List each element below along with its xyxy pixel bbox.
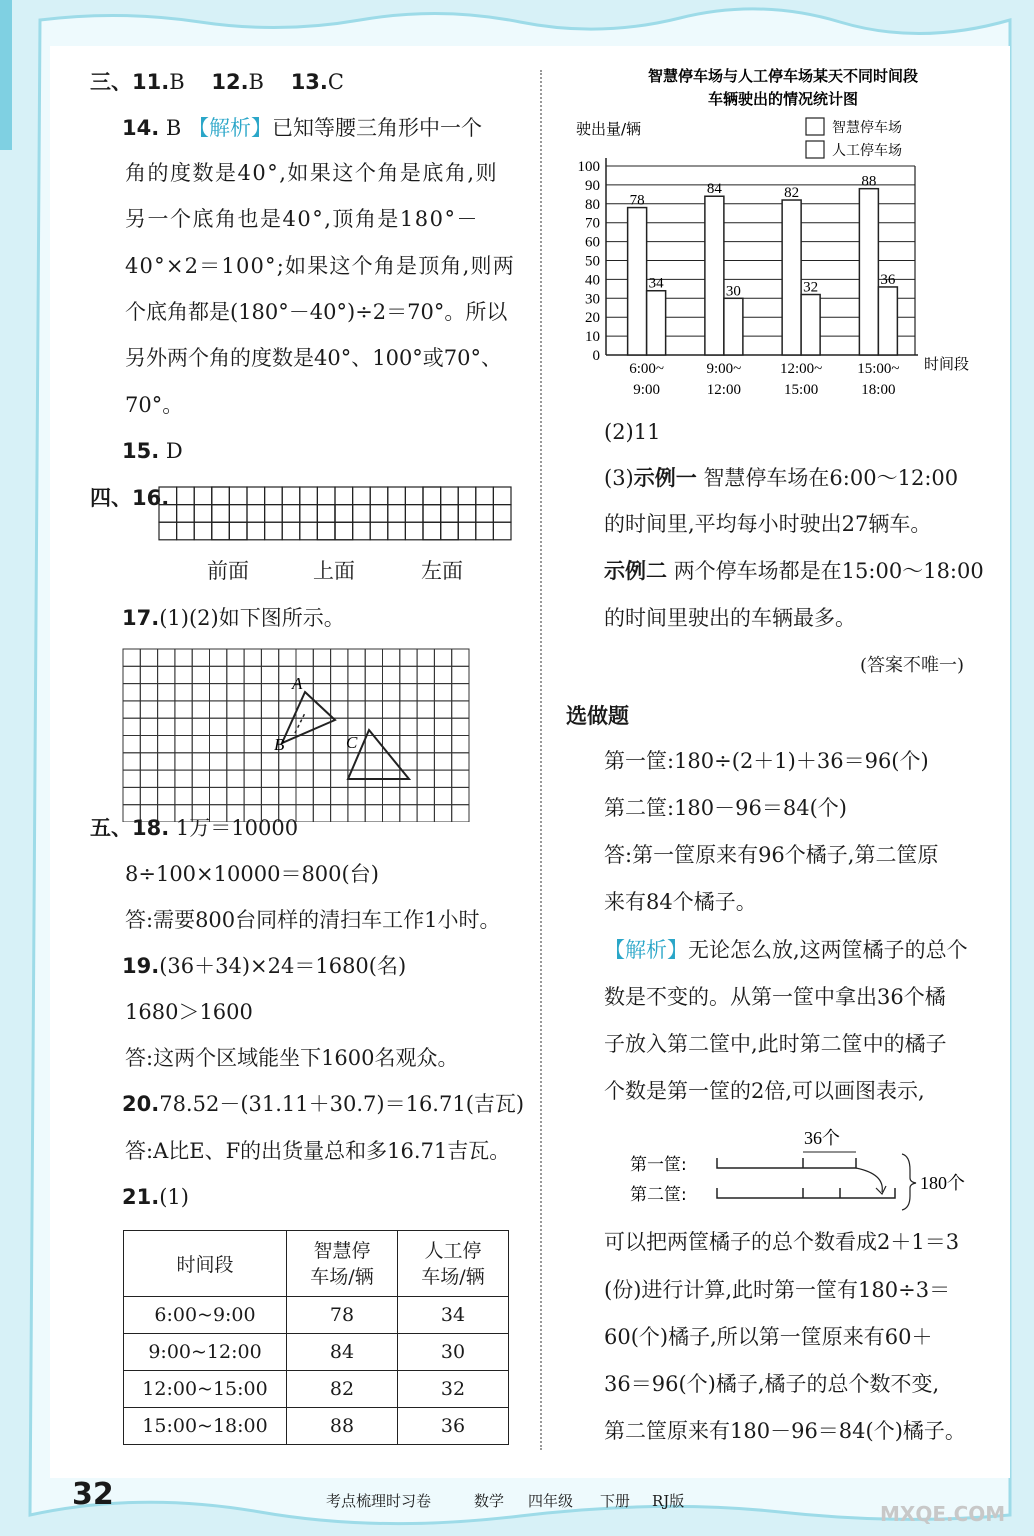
table-row: 12:00~15:00 82 32 — [124, 1371, 509, 1408]
y-tick-label: 10 — [585, 329, 600, 346]
bar-smart — [782, 200, 801, 355]
q21-3-line1: (3)示例一 智慧停车场在6:00～12:00 — [604, 466, 959, 490]
bar-smart — [859, 189, 878, 355]
opt-explain9: 第二筐原来有180－96＝84(个)橘子。 — [604, 1419, 966, 1443]
q14-line6: 另外两个角的度数是40°、100°或70°、 — [125, 346, 503, 370]
page-number: 32 — [72, 1477, 114, 1512]
x-tick-label: 15:00~ — [857, 361, 900, 377]
diagram-row1-label: 第一筐: — [630, 1155, 687, 1175]
q20-line2: 答:A比E、F的出货量总和多16.71吉瓦。 — [125, 1139, 511, 1163]
section-3-line: 三、11.B 12.B 13.C — [90, 70, 344, 94]
y-tick-label: 80 — [585, 196, 600, 213]
bar-value-label: 82 — [784, 185, 800, 202]
q21-table — [123, 1230, 509, 1445]
footer-edition: RJ版 — [652, 1492, 685, 1510]
opt-explain5: 可以把两筐橘子的总个数看成2＋1＝3 — [604, 1230, 960, 1254]
y-tick-label: 50 — [585, 253, 600, 270]
opt-explain6: (份)进行计算,此时第一筐有180÷3＝ — [604, 1278, 951, 1302]
bar-value-label: 32 — [803, 279, 819, 296]
bar-manual — [647, 291, 666, 355]
bar-smart — [628, 208, 647, 355]
point-c-label: C — [346, 733, 358, 752]
opt-explain1: 【解析】无论怎么放,这两筐橘子的总个 — [604, 938, 968, 962]
q21-3-line3: 示例二 两个停车场都是在15:00～18:00 — [604, 559, 984, 583]
q14-line4: 40°×2＝100°;如果这个角是顶角,则两 — [125, 254, 515, 278]
legend-swatch-smart — [806, 118, 824, 135]
footer-book: 考点梳理时习卷 — [326, 1492, 432, 1510]
column-divider — [540, 70, 542, 1450]
footer-grade: 四年级 — [528, 1492, 574, 1510]
y-tick-label: 20 — [585, 310, 600, 327]
y-tick-label: 40 — [585, 272, 600, 289]
q19-line1: 19.(36＋34)×24＝1680(名) — [122, 954, 407, 978]
q17-grid-figure — [122, 648, 472, 822]
chart-xlabel: 时间段 — [924, 355, 970, 373]
x-tick-label: 15:00 — [784, 382, 819, 398]
table-row: 15:00~18:00 88 36 — [124, 1408, 509, 1445]
q18-line2: 8÷100×10000＝800(台) — [125, 862, 379, 886]
table-row: 9:00~12:00 84 30 — [124, 1334, 509, 1371]
opt-line1: 第一筐:180÷(2＋1)＋36＝96(个) — [604, 749, 929, 773]
q14-line3: 另一个底角也是40°,顶角是180°－ — [125, 207, 479, 231]
optional-title: 选做题 — [566, 704, 629, 728]
y-tick-label: 30 — [585, 291, 600, 308]
x-tick-label: 9:00 — [633, 382, 660, 398]
opt-line2: 第二筐:180－96＝84(个) — [604, 796, 847, 820]
bar-smart — [705, 196, 724, 355]
point-a-label: A — [292, 674, 303, 693]
q16-label-top: 上面 — [313, 559, 355, 583]
q19-line2: 1680＞1600 — [125, 1000, 253, 1024]
legend-swatch-manual — [806, 141, 824, 158]
answer-not-unique-note: (答案不唯一) — [860, 655, 965, 676]
opt-explain8: 36＝96(个)橘子,橘子的总个数不变, — [604, 1372, 940, 1396]
bar-manual — [724, 298, 743, 355]
x-tick-label: 6:00~ — [629, 361, 665, 377]
q15-line: 15. D — [122, 439, 183, 463]
bar-value-label: 88 — [861, 173, 877, 190]
q21-line: 21.(1) — [122, 1185, 189, 1209]
q14-line5: 个底角都是(180°－40°)÷2＝70°。所以 — [125, 300, 508, 324]
header-manual: 人工停 车场/辆 — [398, 1231, 509, 1297]
q21-2-answer: (2)11 — [604, 420, 661, 444]
bar-chart — [570, 58, 1000, 408]
q21-3-line4: 的时间里驶出的车辆最多。 — [604, 606, 856, 630]
footer-volume: 下册 — [600, 1492, 631, 1510]
x-tick-label: 12:00 — [706, 382, 741, 398]
opt-explain3: 子放入第二筐中,此时第二筐中的橘子 — [604, 1032, 947, 1056]
diagram-180-label: 180个 — [920, 1173, 965, 1193]
q18-line1: 五、18. 1万＝10000 — [90, 816, 299, 840]
header-time: 时间段 — [124, 1231, 287, 1297]
q16-label: 四、16. — [90, 486, 170, 510]
y-tick-label: 100 — [577, 159, 600, 175]
q21-3-line2: 的时间里,平均每小时驶出27辆车。 — [604, 512, 932, 536]
bar-manual — [878, 287, 897, 355]
opt-explain4: 个数是第一筐的2倍,可以画图表示, — [604, 1079, 925, 1103]
legend-label-smart: 智慧停车场 — [832, 120, 902, 136]
y-tick-label: 70 — [585, 215, 600, 232]
opt-explain7: 60(个)橘子,所以第一筐原来有60＋ — [604, 1325, 933, 1349]
q19-line3: 答:这两个区域能坐下1600名观众。 — [125, 1046, 459, 1070]
q16-label-front: 前面 — [207, 559, 249, 583]
point-b-label: B — [274, 735, 285, 754]
bar-value-label: 34 — [648, 275, 664, 292]
footer-subject: 数学 — [474, 1492, 505, 1510]
opt-line4: 来有84个橘子。 — [604, 890, 757, 914]
q18-line3: 答:需要800台同样的清扫车工作1小时。 — [125, 908, 501, 932]
bar-value-label: 84 — [706, 181, 722, 198]
chart-title-line2: 车辆驶出的情况统计图 — [707, 90, 859, 108]
y-tick-label: 90 — [585, 177, 600, 194]
chart-title-line1: 智慧停车场与人工停车场某天不同时间段 — [647, 67, 919, 85]
watermark: MXQE.COM — [880, 1502, 1006, 1526]
x-tick-label: 18:00 — [861, 382, 896, 398]
diagram-row2-label: 第二筐: — [630, 1185, 687, 1205]
opt-line3: 答:第一筐原来有96个橘子,第二筐原 — [604, 843, 939, 867]
q16-label-left: 左面 — [421, 559, 463, 583]
q17-line: 17.(1)(2)如下图所示。 — [122, 606, 345, 630]
legend-label-manual: 人工停车场 — [832, 143, 902, 159]
x-tick-label: 12:00~ — [779, 361, 823, 377]
q16-view-grid — [158, 486, 516, 556]
chart-ylabel: 驶出量/辆 — [576, 120, 642, 138]
q14-line1: 14. B 【解析】已知等腰三角形中一个 — [122, 116, 483, 140]
bar-value-label: 36 — [880, 271, 896, 288]
opt-explain2: 数是不变的。从第一筐中拿出36个橘 — [604, 985, 946, 1009]
y-tick-label: 0 — [592, 348, 600, 364]
q20-line1: 20.78.52－(31.11＋30.7)＝16.71(吉瓦) — [122, 1092, 525, 1116]
bar-value-label: 30 — [725, 283, 741, 300]
bar-value-label: 78 — [629, 192, 645, 209]
q14-line2: 角的度数是40°,如果这个角是底角,则 — [125, 161, 499, 185]
header-smart: 智慧停 车场/辆 — [287, 1231, 398, 1297]
table-row: 6:00~9:00 78 34 — [124, 1297, 509, 1334]
x-tick-label: 9:00~ — [706, 361, 742, 377]
diagram-36-label: 36个 — [804, 1128, 840, 1148]
q14-line7: 70°。 — [125, 393, 184, 417]
basket-diagram — [630, 1122, 980, 1218]
y-tick-label: 60 — [585, 234, 600, 251]
bar-manual — [801, 295, 820, 355]
